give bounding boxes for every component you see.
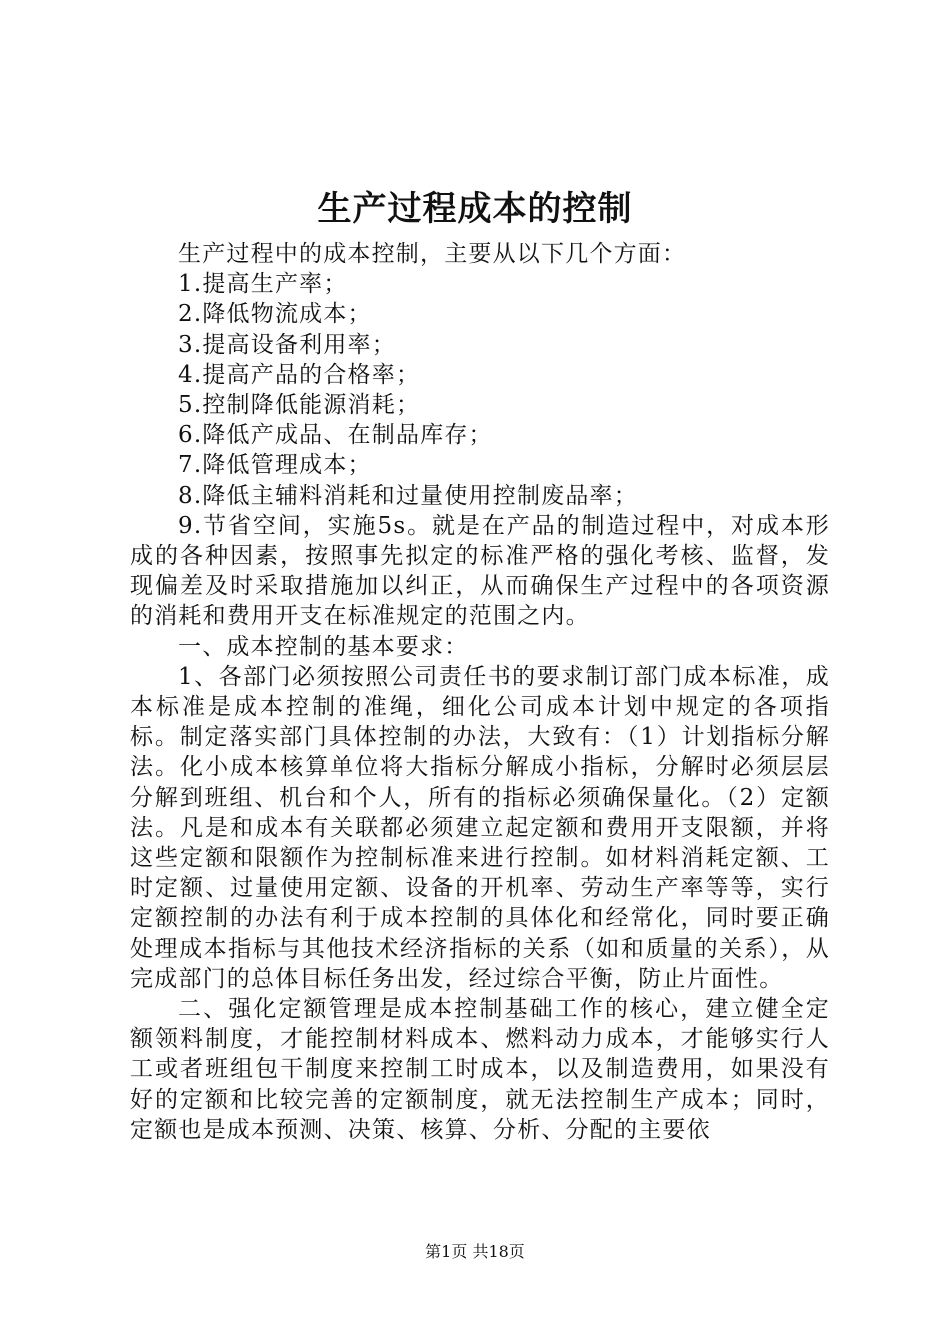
list-item: 3.提高设备利用率； xyxy=(178,331,396,358)
list-item: 2.降低物流成本； xyxy=(178,301,372,328)
list-item: 7.降低管理成本； xyxy=(178,452,372,479)
page-number-footer: 第1页 共18页 xyxy=(425,1242,525,1261)
list-item: 6.降低产成品、在制品库存； xyxy=(178,422,493,449)
document-title: 生产过程成本的控制 xyxy=(317,189,633,229)
intro-paragraph: 生产过程中的成本控制，主要从以下几个方面： xyxy=(178,241,687,267)
paragraph: 1、各部门必须按照公司责任书的要求制订部门成本标准，成本标准是成本控制的准绳，细化公司成本计划中规定的各项指标。制定落实部门具体控制的办法，大致有：（1）计划指标分解法。化小成本核算单位将大指标分解成小指标，分解时必须层层分解到班组、机台和个人，所有的指标必须确保量化。（2）定额法。凡是和成本有关联都必须建立起定额和费用开支限额，并将这些定额和限额作为控制标准来进行控制。如材料消耗定额、工时定额、过量使用定额、设备的开机率、劳动生产率等等，实行定额控制的办法有利于成本控制的具体化和经常化，同时要正确处理成本指标与其他技术经济指标的关系（如和质量的关系），从完成部门的总体目标任务出发，经过综合平衡，防止片面性。 xyxy=(130,663,830,992)
paragraph: 9.节省空间，实施5s。就是在产品的制造过程中，对成本形成的各种因素，按照事先拟定的标准严格的强化考核、监督，发现偏差及时采取措施加以纠正，从而确保生产过程中的各项资源的消耗和费用开支在标准规定的范围之内。 xyxy=(130,512,830,630)
list-item: 4.提高产品的合格率； xyxy=(178,361,421,388)
list-item: 8.降低主辅料消耗和过量使用控制废品率； xyxy=(178,482,638,509)
section-heading: 一、成本控制的基本要求： xyxy=(178,633,469,660)
list-item: 1.提高生产率； xyxy=(178,271,348,298)
list-item: 5.控制降低能源消耗； xyxy=(178,392,421,419)
paragraph: 二、强化定额管理是成本控制基础工作的核心，建立健全定额领料制度，才能控制材料成本、燃料动力成本，才能够实行人工或者班组包干制度来控制工时成本，以及制造费用，如果没有好的定额和比较完善的定额制度，就无法控制生产成本；同时，定额也是成本预测、决策、核算、分析、分配的主要依 xyxy=(130,996,830,1143)
document-body xyxy=(130,239,830,1145)
